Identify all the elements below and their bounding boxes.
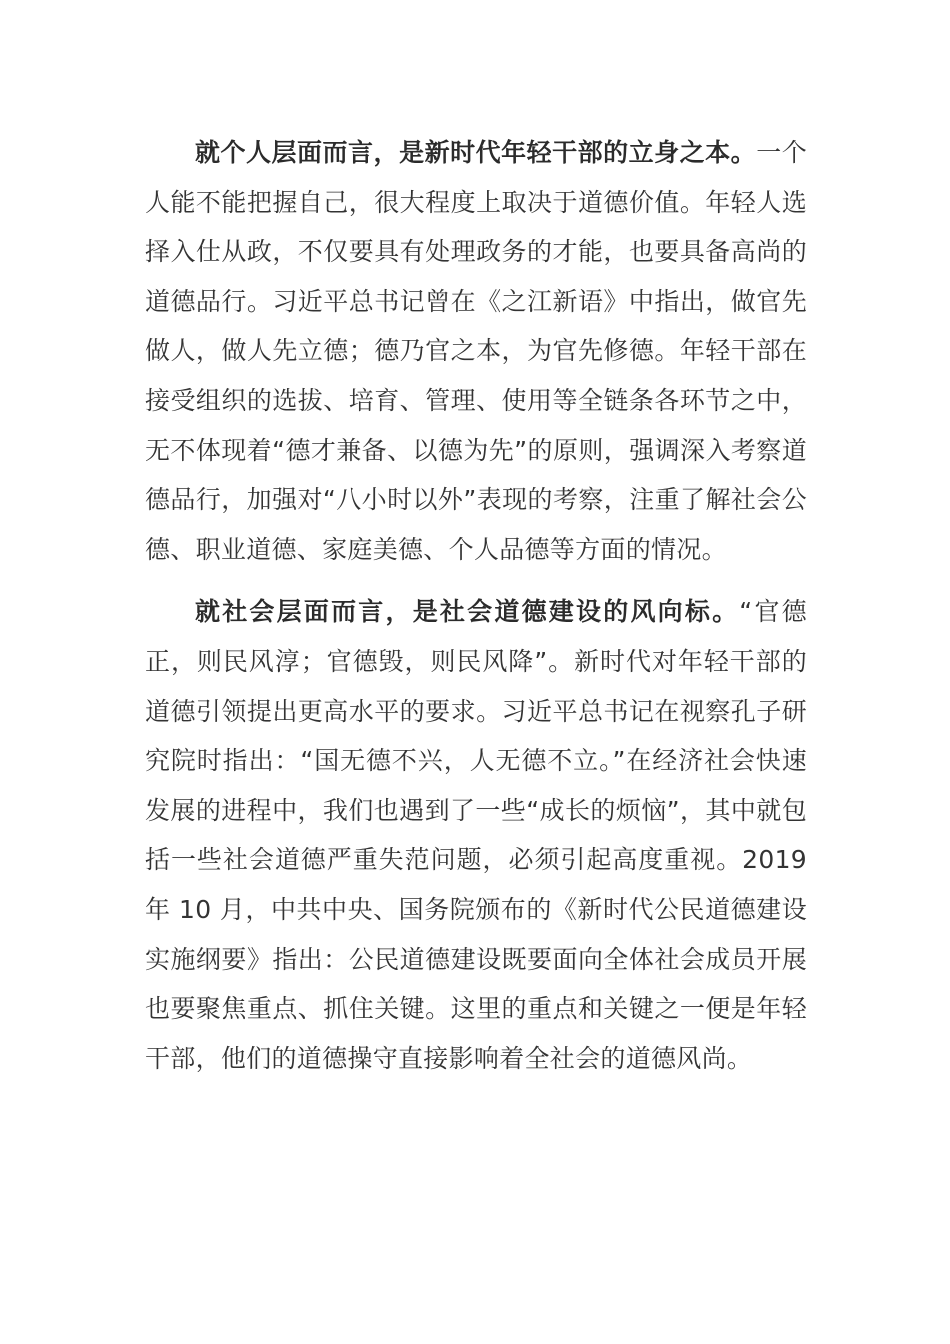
paragraph-lead-heading: 就社会层面而言，是社会道德建设的风向标。 — [195, 597, 740, 627]
document-page — [145, 128, 807, 1083]
paragraph-body: “官德正，则民风淳；官德毁，则民风降”。新时代对年轻干部的道德引领提出更高水平的要求。习近平总书记在视察孔子研究院时指出：“国无德不兴，人无德不立。”在经济社会快速发展的进程中，我们也遇到了一些“成长的烦恼”，其中就包括一些社会道德严重失范问题，必须引起高度重视。2019 年 10 月，中共中央、国务院颁布的《新时代公民道德建设实施纲要》指出：公民道德建设既要面向全体社会成员开展也要聚焦重点、抓住关键。这里的重点和关键之一便是年轻干部，他们的道德操守直接影响着全社会的道德风尚。 — [145, 597, 807, 1073]
paragraph-lead-heading: 就个人层面而言，是新时代年轻干部的立身之本。 — [195, 138, 757, 167]
paragraph-social-level — [145, 587, 807, 1083]
paragraph-body: 一个人能不能把握自己，很大程度上取决于道德价值。年轻人选择入仕从政，不仅要具有处理政务的才能，也要具备高尚的道德品行。习近平总书记曾在《之江新语》中指出，做官先做人，做人先立德；德乃官之本，为官先修德。年轻干部在接受组织的选拔、培育、管理、使用等全链条各环节之中，无不体现着“德才兼备、以德为先”的原则，强调深入考察道德品行，加强对“八小时以外”表现的考察，注重了解社会公德、职业道德、家庭美德、个人品德等方面的情况。 — [145, 138, 807, 564]
paragraph-personal-level — [145, 128, 807, 574]
